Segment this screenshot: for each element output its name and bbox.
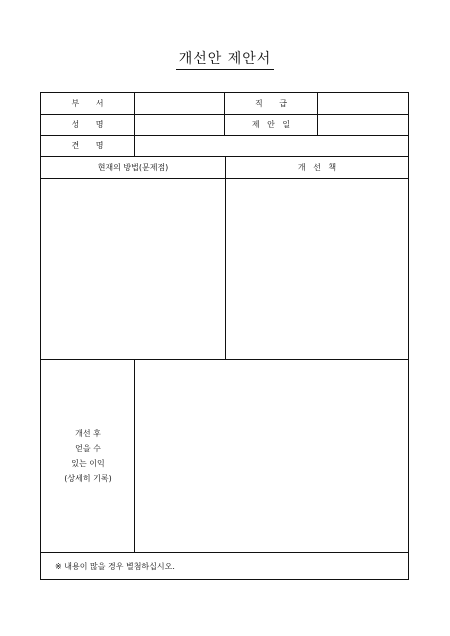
current-method-field[interactable] (41, 179, 225, 359)
department-field[interactable] (135, 93, 224, 114)
proposal-date-field[interactable] (318, 115, 408, 135)
attachment-note: ※ 내용이 많을 경우 별첨하십시오. (55, 562, 175, 571)
current-method-header: 현재의 방법(문제점) (97, 162, 169, 172)
form-title (0, 50, 450, 70)
position-field[interactable] (318, 93, 408, 114)
improvement-header: 개 선 책 (297, 162, 337, 172)
benefit-label-line: 얻을 수 (75, 443, 101, 453)
opinion-label: 견 명 (71, 141, 104, 150)
opinion-field[interactable] (135, 136, 408, 156)
benefit-label-line: 있는 이익 (71, 458, 105, 468)
proposal-date-label: 제 안 일 (251, 120, 291, 129)
name-field[interactable] (135, 115, 224, 135)
improvement-field[interactable] (226, 179, 408, 359)
benefit-field[interactable] (135, 360, 408, 552)
department-label: 부 서 (71, 98, 104, 108)
benefit-label (41, 359, 135, 552)
position-label: 직 급 (255, 98, 287, 108)
proposal-form (40, 92, 409, 580)
benefit-label-line: 개선 후 (75, 428, 101, 438)
form-title-text: 개선안 제안서 (176, 50, 275, 70)
name-label: 성 명 (71, 120, 104, 129)
benefit-label-line: (상세히 기록) (64, 473, 112, 483)
